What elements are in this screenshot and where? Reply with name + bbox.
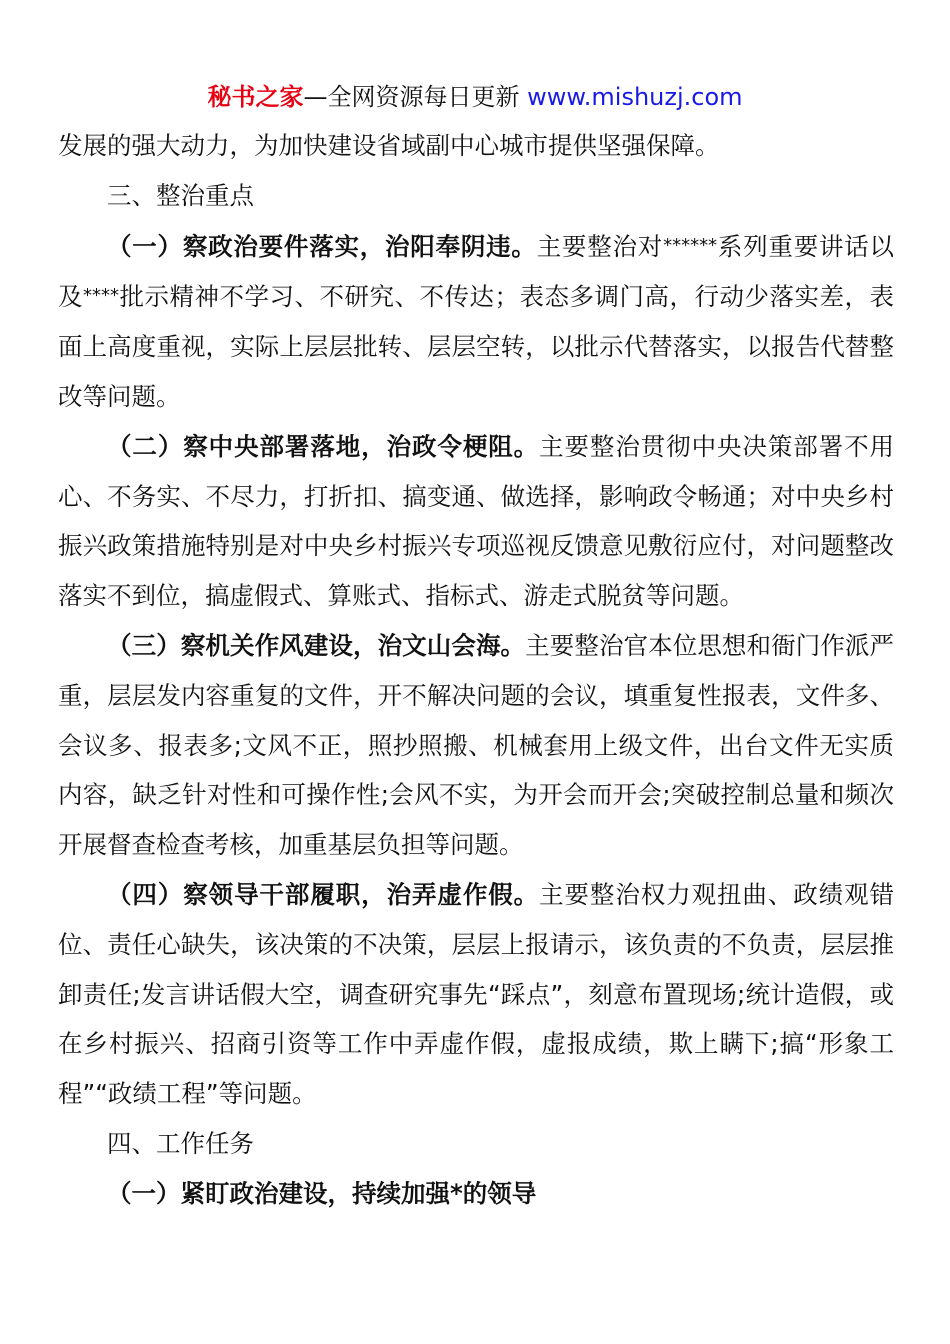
- masked-text-1: ******: [663, 234, 718, 256]
- task-1-lead: （一）紧盯政治建设，持续加强*的领导: [107, 1178, 537, 1208]
- point-4-text: 主要整治权力观扭曲、政绩观错位、责任心缺失，该决策的不决策，层层上报请示，该负责的不负责，层层推卸责任;发言讲话假大空，调查研究事先“踩点”，刻意布置现场;统计造假，或在乡村振兴、招商引资等工作中弄虚作假，虚报成绩，欺上瞒下;搞“形象工程”“政绩工程”等问题。: [58, 879, 895, 1109]
- masked-text-2: ****: [83, 285, 119, 307]
- point-1-text-b: 系列重要讲话以及: [58, 231, 895, 312]
- heading-text: 四、工作任务: [107, 1128, 254, 1158]
- point-3-text: 主要整治官本位思想和衙门作派严重，层层发内容重复的文件，开不解决问题的会议，填重复性报表，文件多、会议多、报表多;文风不正，照抄照搬、机械套用上级文件，出台文件无实质内容，缺乏针对性和可操作性;会风不实，为开会而开会;突破控制总量和频次开展督查检查考核，加重基层负担等问题。: [58, 630, 895, 860]
- paragraph-point-2: [58, 422, 894, 621]
- paragraph-task-1: [58, 1169, 894, 1219]
- heading-text: 三、整治重点: [107, 180, 254, 210]
- header-tagline: —全网资源每日更新: [303, 83, 528, 111]
- section-heading-3: [58, 171, 894, 221]
- brand-name: 秘书之家: [207, 83, 304, 111]
- document-body: [58, 121, 894, 1219]
- site-header: [0, 80, 950, 114]
- paragraph-point-4: [58, 870, 894, 1119]
- point-4-lead: （四）察领导干部履职，治弄虚作假。: [107, 879, 540, 909]
- paragraph-point-1: [58, 221, 894, 422]
- paragraph-point-3: [58, 621, 894, 870]
- point-3-lead: （三）察机关作风建设，治文山会海。: [107, 630, 526, 660]
- point-2-text: 主要整治贯彻中央决策部署不用心、不务实、不尽力，打折扣、搞变通、做选择，影响政令畅通；对中央乡村振兴政策措施特别是对中央乡村振兴专项巡视反馈意见敷衍应付，对问题整改落实不到位，搞虚假式、算账式、指标式、游走式脱贫等问题。: [58, 431, 895, 611]
- paragraph-continuation: [58, 121, 894, 171]
- point-1-text-c: 批示精神不学习、不研究、不传达；表态多调门高，行动少落实差，表面上高度重视，实际上层层批转、层层空转，以批示代替落实，以报告代替整改等问题。: [58, 282, 894, 411]
- point-1-text-a: 主要整治对: [536, 231, 664, 261]
- site-url[interactable]: www.mishuzj.com: [527, 83, 743, 111]
- point-2-lead: （二）察中央部署落地，治政令梗阻。: [107, 431, 540, 461]
- paragraph-text: 发展的强大动力，为加快建设省域副中心城市提供坚强保障。: [58, 131, 720, 160]
- section-heading-4: [58, 1119, 894, 1169]
- point-1-lead: （一）察政治要件落实，治阳奉阴违。: [107, 231, 537, 261]
